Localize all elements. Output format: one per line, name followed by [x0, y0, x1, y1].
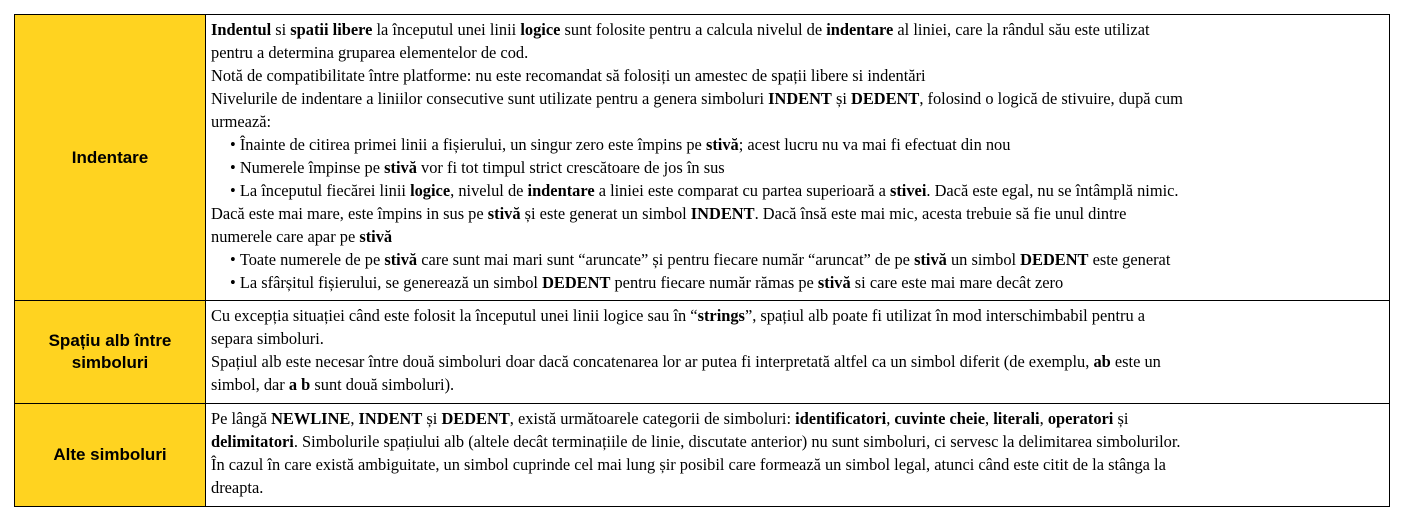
- bullet-line: [211, 179, 1384, 202]
- bold-term: literali: [993, 409, 1040, 428]
- text-run: separa simboluri.: [211, 329, 324, 348]
- bold-term: logice: [520, 20, 561, 39]
- bold-term: a b: [288, 375, 311, 394]
- bold-term: spatii libere: [290, 20, 373, 39]
- text-run: În cazul în care există ambiguitate, un simbol cuprinde cel mai lung șir posibil care formează un simbol legal, atunci când este citit de la stânga la: [211, 455, 1166, 474]
- text-run: care sunt mai mari sunt “aruncate” și pentru fiecare număr “aruncat” de pe: [417, 250, 915, 269]
- row-header-indentare: Indentare: [15, 15, 206, 301]
- text-run: Cu excepția situației când este folosit la începutul unei linii logice sau în “: [211, 306, 698, 325]
- bullet-line: [211, 271, 1384, 294]
- bold-term: DEDENT: [542, 273, 611, 292]
- text-run: , există următoarele categorii de simboluri:: [509, 409, 796, 428]
- text-run: și: [422, 409, 442, 428]
- text-run: dreapta.: [211, 478, 264, 497]
- bold-term: NEWLINE: [271, 409, 351, 428]
- text-line: [211, 87, 1384, 110]
- text-run: și: [1113, 409, 1129, 428]
- text-run: Toate numerele de pe: [239, 250, 385, 269]
- text-run: ,: [984, 409, 994, 428]
- bold-term: Indentul: [211, 20, 272, 39]
- text-run: Numerele împinse pe: [239, 158, 385, 177]
- text-line: [211, 41, 1384, 64]
- text-run: pentru a determina gruparea elementelor de cod.: [211, 43, 529, 62]
- bold-term: stivă: [359, 227, 393, 246]
- text-run: . Dacă însă este mai mic, acesta trebuie să fie unul dintre: [754, 204, 1127, 223]
- text-run: ; acest lucru nu va mai fi efectuat din nou: [738, 135, 1011, 154]
- bold-term: delimitatori: [211, 432, 294, 451]
- text-run: sunt două simboluri).: [310, 375, 455, 394]
- text-run: pentru fiecare număr rămas pe: [610, 273, 818, 292]
- bold-term: stivă: [384, 250, 418, 269]
- row-body-indentare: [206, 15, 1390, 301]
- row-header-spatiu-alb: Spațiu alb între simboluri: [15, 301, 206, 404]
- bold-term: stivă: [705, 135, 739, 154]
- bold-term: operatori: [1047, 409, 1114, 428]
- text-run: al liniei, care la rândul său este utilizat: [893, 20, 1150, 39]
- text-run: vor fi tot timpul strict crescătoare de jos în sus: [416, 158, 725, 177]
- bold-term: cuvinte cheie: [894, 409, 985, 428]
- text-run: simbol, dar: [211, 375, 289, 394]
- bold-term: indentare: [527, 181, 595, 200]
- text-line: [211, 64, 1384, 87]
- text-run: numerele care apar pe: [211, 227, 360, 246]
- text-line: [211, 407, 1384, 430]
- text-run: ,: [886, 409, 895, 428]
- text-run: si: [271, 20, 291, 39]
- text-run: un simbol: [946, 250, 1021, 269]
- bold-term: DEDENT: [441, 409, 510, 428]
- text-run: Înainte de citirea primei linii a fișierului, un singur zero este împins pe: [239, 135, 706, 154]
- text-line: [211, 430, 1384, 453]
- text-line: [211, 453, 1384, 476]
- text-run: și este generat un simbol: [520, 204, 691, 223]
- text-run: Spațiul alb este necesar între două simboluri doar dacă concatenarea lor ar putea fi interpretată altfel ca un simbol diferit (de exemplu,: [211, 352, 1094, 371]
- text-run: , nivelul de: [450, 181, 528, 200]
- text-run: La sfârșitul fișierului, se generează un simbol: [239, 273, 543, 292]
- text-run: La începutul fiecărei linii: [239, 181, 411, 200]
- bold-term: stivă: [914, 250, 947, 269]
- text-run: Dacă este mai mare, este împins in sus pe: [211, 204, 488, 223]
- bold-term: stivă: [384, 158, 417, 177]
- text-run: Pe lângă: [211, 409, 272, 428]
- text-line: [211, 18, 1384, 41]
- bold-term: INDENT: [768, 89, 832, 108]
- document-table-wrapper: [14, 14, 1390, 507]
- row-body-spatiu-alb: [206, 301, 1390, 404]
- text-run: si care este mai mare decât zero: [850, 273, 1064, 292]
- table-row: [15, 301, 1390, 404]
- bold-term: stivă: [817, 273, 851, 292]
- definitions-table: [14, 14, 1390, 507]
- text-run: sunt folosite pentru a calcula nivelul de: [560, 20, 827, 39]
- text-run: , folosind o logică de stivuire, după cum: [919, 89, 1183, 108]
- text-line: [211, 202, 1384, 225]
- table-row: [15, 15, 1390, 301]
- bullet-line: [211, 133, 1384, 156]
- bold-term: strings: [697, 306, 745, 325]
- text-run: și: [831, 89, 852, 108]
- bold-term: logice: [410, 181, 451, 200]
- bold-term: DEDENT: [851, 89, 920, 108]
- bold-term: INDENT: [358, 409, 423, 428]
- bold-term: INDENT: [690, 204, 755, 223]
- text-run: a liniei este comparat cu partea superioară a: [594, 181, 890, 200]
- text-line: [211, 327, 1384, 350]
- row-header-alte-simboluri: Alte simboluri: [15, 404, 206, 507]
- text-run: ,: [350, 409, 359, 428]
- text-run: la începutul unei linii: [372, 20, 521, 39]
- text-line: [211, 304, 1384, 327]
- bold-term: stivă: [487, 204, 521, 223]
- bold-term: DEDENT: [1020, 250, 1089, 269]
- text-run: ,: [1039, 409, 1048, 428]
- text-run: . Dacă este egal, nu se întâmplă nimic.: [926, 181, 1179, 200]
- bullet-line: [211, 248, 1384, 271]
- text-run: ”, spațiul alb poate fi utilizat în mod interschimbabil pentru a: [744, 306, 1146, 325]
- text-run: urmează:: [211, 112, 272, 131]
- table-row: [15, 404, 1390, 507]
- row-body-alte-simboluri: [206, 404, 1390, 507]
- text-line: [211, 350, 1384, 373]
- text-run: Nivelurile de indentare a liniilor consecutive sunt utilizate pentru a genera simboluri: [211, 89, 769, 108]
- text-line: [211, 373, 1384, 396]
- text-line: [211, 476, 1384, 499]
- bullet-line: [211, 156, 1384, 179]
- text-run: este generat: [1088, 250, 1171, 269]
- bold-term: stivei: [889, 181, 927, 200]
- bold-term: indentare: [826, 20, 894, 39]
- text-run: Notă de compatibilitate între platforme: nu este recomandat să folosiți un amestec de spații libere si indentări: [211, 66, 926, 85]
- bold-term: identificatori: [795, 409, 887, 428]
- text-run: . Simbolurile spațiului alb (altele decât terminațiile de linie, discutate anterior) nu sunt simboluri, ci servesc la delimitarea simbolurilor.: [293, 432, 1181, 451]
- text-run: este un: [1110, 352, 1161, 371]
- text-line: [211, 225, 1384, 248]
- bold-term: ab: [1093, 352, 1111, 371]
- text-line: [211, 110, 1384, 133]
